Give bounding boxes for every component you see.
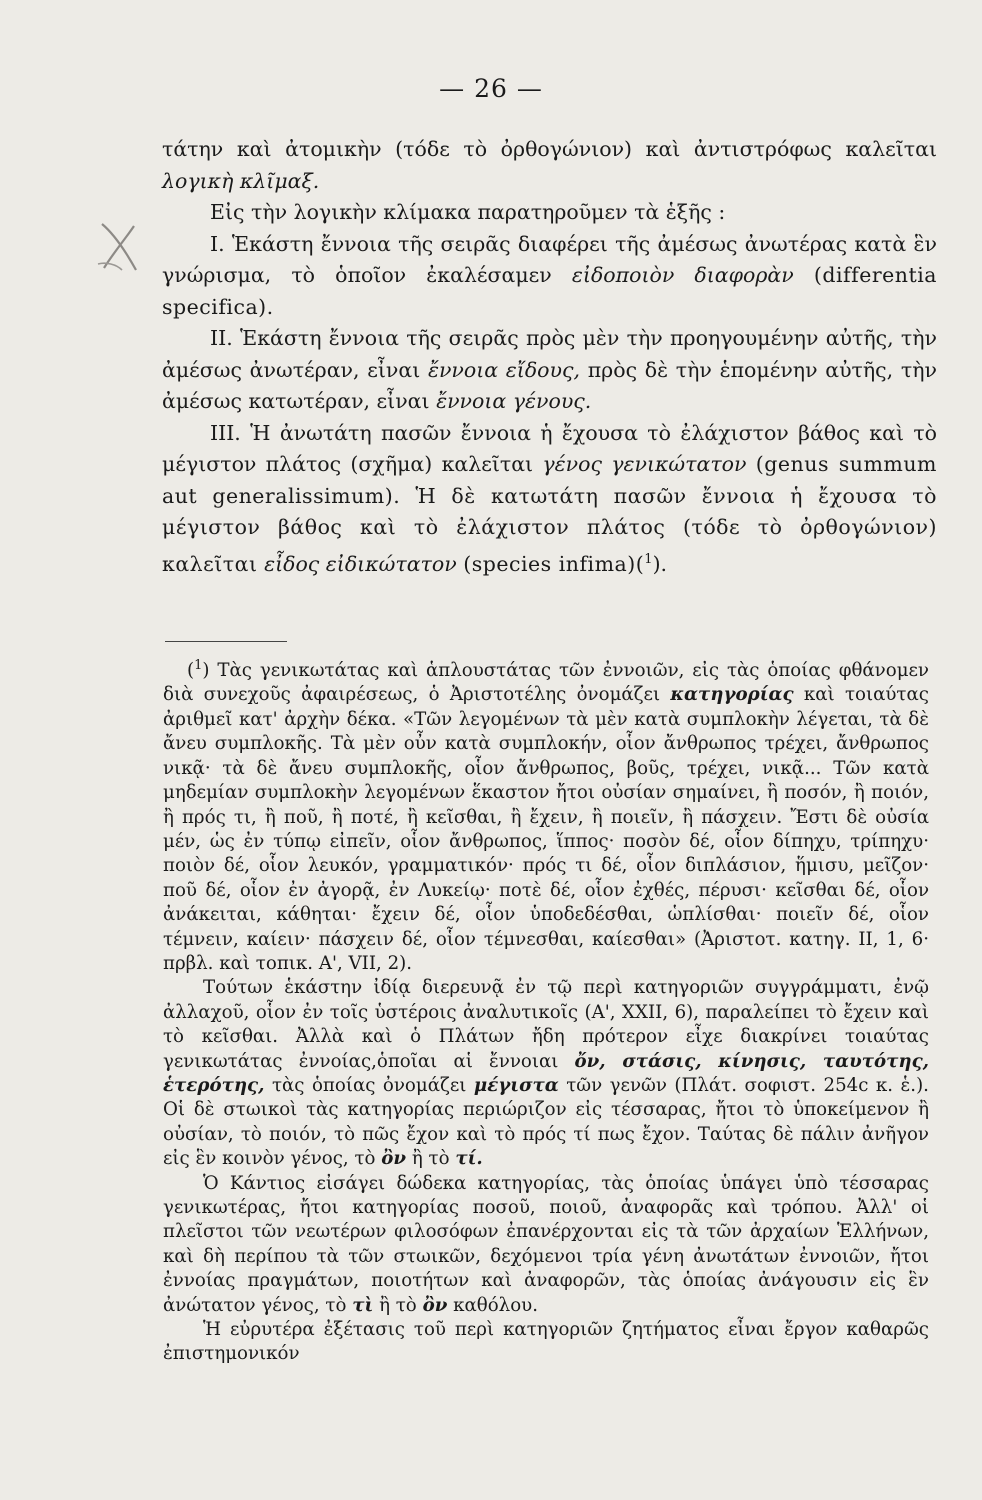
paragraph-intro: Εἰς τὴν λογικὴν κλίμακα παρατηροῦμεν τὰ ἑξῆς : [210,200,726,224]
footnotes [163,654,929,1367]
paragraph-rule-3: III. Ἡ ἀνωτάτη πασῶν ἔννοια ἡ ἔχουσα τὸ ἐλάχιστον βάθος καὶ τὸ μέγιστον πλάτος (σχῆμα) καλεῖται γένος γενικώτατον (genus summum aut generalissimum). Ἡ δὲ κατωτάτη πασῶν ἔννοια ἡ ἔχουσα τὸ μέγιστον βάθος καὶ τὸ ἐλάχιστον πλάτος (τόδε τὸ ὀρθογώνιον) καλεῖται εἶδος εἰδικώτατον (species infima)($^1$). [162,420,937,576]
footnote-paragraph-2: Τούτων ἑκάστην ἰδίᾳ διερευνᾷ ἐν τῷ περὶ κατηγοριῶν συγγράμματι, ἐνῷ ἀλλαχοῦ, οἷον ἐν τοῖς ὑστέροις ἀναλυτικοῖς (Α', XXII, 6), παραλείπει τὸ ἔχειν καὶ τὸ κεῖσθαι. Ἀλλὰ καὶ ὁ Πλάτων ἤδη πρότερον εἶχε διακρίνει τοιαύτας γενικωτάτας ἐννοίας,ὁποῖαι αἱ ἔννοιαι ὄν, στάσις, κίνησις, ταυτότης, ἑτερότης, τὰς ὁποίας ὀνομάζει μέγιστα τῶν γενῶν (Πλάτ. σοφιστ. 254c κ. ἑ.). Οἱ δὲ στωικοὶ τὰς κατηγορίας περιώριζον εἰς τέσσαρας, ἤτοι τὸ ὑποκείμενον ἢ οὐσίαν, τὸ ποιόν, τὸ πῶς ἔχον καὶ τὸ πρός τί πως ἔχον. Ταύτας δὲ πάλιν ἀνῆγον εἰς ἓν κοινὸν γένος, τὸ ὂν ἢ τὸ τί. [163,977,929,1170]
paragraph-rule-2: II. Ἑκάστη ἔννοια τῆς σειρᾶς πρὸς μὲν τὴν προηγουμένην αὐτῆς, τὴν ἀμέσως ἀνωτέραν, εἶναι ἔννοια εἴδους, πρὸς δὲ τὴν ἑπομένην αὐτῆς, τὴν ἀμέσως κατωτέραν, εἶναι ἔννοια γένους. [162,326,937,413]
main-text [162,134,937,580]
page-number: — 26 — [439,74,543,103]
paragraph-rule-1: I. Ἑκάστη ἔννοια τῆς σειρᾶς διαφέρει τῆς ἀμέσως ἀνωτέρας κατὰ ἓν γνώρισμα, τὸ ὁποῖον ἐκαλέσαμεν εἰδοποιὸν διαφορὰν (differentia specifica). [162,231,937,319]
footnote-paragraph-4: Ἡ εὐρυτέρα ἐξέτασις τοῦ περὶ κατηγοριῶν ζητήματος εἶναι ἔργον καθαρῶς ἐπιστημονικόν [163,1319,929,1365]
footnote-divider [165,641,287,642]
footnote-marker: 1 [194,658,203,673]
footnote-paragraph-3: Ὁ Κάντιος εἰσάγει δώδεκα κατηγορίας, τὰς ὁποίας ὑπάγει ὑπὸ τέσσαρας γενικωτέρας, ἤτοι κατηγορίας ποσοῦ, ποιοῦ, ἀναφορᾶς καὶ τρόπου. Ἀλλ' οἱ πλεῖστοι τῶν νεωτέρων φιλοσόφων ἐπανέρχονται εἰς τὰ τῶν ἀρχαίων Ἑλλήνων, καὶ δὴ περίπου τὰ τῶν στωικῶν, δεχόμενοι τρία γένη ἀνωτάτων ἐννοιῶν, ἤτοι ἐννοίας πραγμάτων, ποιοτήτων καὶ ἀναφορῶν, τὰς ὁποίας ἀνάγουσιν εἰς ἓν ἀνώτατον γένος, τὸ τὶ ἢ τὸ ὂν καθόλου. [163,1172,929,1316]
pencil-annotation-icon [92,218,148,276]
footnote-reference: 1 [644,551,653,567]
footnote-paragraph-1: ($^1$) Τὰς γενικωτάτας καὶ ἁπλουστάτας τῶν ἐννοιῶν, εἰς τὰς ὁποίας φθάνομεν διὰ συνεχοῦς ἀφαιρέσεως, ὁ Ἀριστοτέλης ὀνομάζει κατηγορίας καὶ τοιαύτας ἀριθμεῖ κατ' ἀρχὴν δέκα. «Τῶν λεγομένων τὰ μὲν κατὰ συμπλοκὴν λέγεται, τὰ δὲ ἄνευ συμπλοκῆς. Τὰ μὲν οὖν κατὰ συμπλοκήν, οἷον ἄνθρωπος τρέχει, ἄνθρωπος νικᾷ· τὰ δὲ ἄνευ συμπλοκῆς, οἷον ἄνθρωπος, βοῦς, τρέχει, νικᾷ... Τῶν κατὰ μηδεμίαν συμπλοκὴν λεγομένων ἕκαστον ἤτοι οὐσίαν σημαίνει, ἢ ποσόν, ἢ ποιόν, ἢ πρός τι, ἢ ποῦ, ἢ ποτέ, ἢ κεῖσθαι, ἢ ἔχειν, ἢ ποιεῖν, ἢ πάσχειν. Ἔστι δὲ οὐσία μέν, ὡς ἐν τύπῳ εἰπεῖν, οἷον ἄνθρωπος, ἵππος· ποσὸν δέ, οἷον δίπηχυ, τρίπηχυ· ποιὸν δέ, οἷον λευκόν, γραμματικόν· πρός τι δέ, οἷον διπλάσιον, ἥμισυ, μεῖζον· ποῦ δέ, οἷον ἐν ἀγορᾷ, ἐν Λυκείῳ· ποτὲ δέ, οἷον ἐχθές, πέρυσι· κεῖσθαι δέ, οἷον ἀνάκειται, κάθηται· ἔχειν δέ, οἷον ὑποδεδέσθαι, ὡπλίσθαι· ποιεῖν δέ, οἷον τέμνειν, καίειν· πάσχειν δέ, οἷον τέμνεσθαι, καίεσθαι» (Ἀριστοτ. κατηγ. II, 1, 6· πρβλ. καὶ τοπικ. Α', VII, 2). [163,658,929,974]
paragraph-continued: τάτην καὶ ἀτομικὴν (τόδε τὸ ὀρθογώνιον) καὶ ἀντιστρόφως καλεῖται λογικὴ κλῖμαξ. [162,137,937,193]
